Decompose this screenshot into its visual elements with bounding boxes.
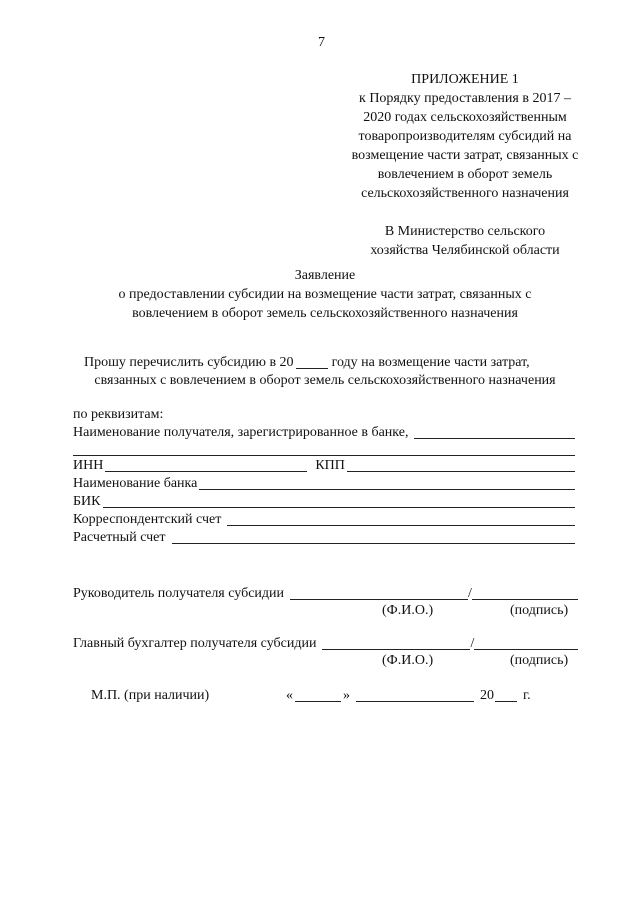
request-text-part2: году на возмещение части затрат, xyxy=(331,355,530,370)
corr-account-row xyxy=(73,511,575,529)
inn-field[interactable] xyxy=(105,471,307,472)
addressee-line: В Министерство сельского xyxy=(384,224,546,239)
slash-separator: / xyxy=(468,586,472,601)
bik-row xyxy=(73,493,575,511)
year-suffix: г. xyxy=(523,688,531,703)
year-prefix: 20 xyxy=(480,688,494,703)
year-blank[interactable] xyxy=(296,368,328,369)
accountant-signature-row xyxy=(73,635,578,653)
request-line xyxy=(84,354,530,372)
head-fio-field[interactable] xyxy=(290,599,468,600)
appendix-line: к Порядку предоставления в 2017 – xyxy=(359,91,571,106)
head-fio-caption: (Ф.И.О.) xyxy=(382,603,434,618)
bank-name-label: Наименование банка xyxy=(73,476,198,491)
settlement-account-field[interactable] xyxy=(172,543,575,544)
bik-label: БИК xyxy=(73,494,101,509)
kpp-field[interactable] xyxy=(347,471,575,472)
bik-field[interactable] xyxy=(103,507,576,508)
corr-account-field[interactable] xyxy=(227,525,575,526)
request-text-part1: Прошу перечислить субсидию в 20 xyxy=(84,355,294,370)
accountant-fio-caption: (Ф.И.О.) xyxy=(382,653,434,668)
quote-close: » xyxy=(343,688,350,703)
page-number: 7 xyxy=(318,35,325,50)
day-field[interactable] xyxy=(295,701,341,702)
head-signature-row xyxy=(73,585,578,603)
details-intro: по реквизитам: xyxy=(73,407,164,422)
quote-open: « xyxy=(286,688,293,703)
year-field[interactable] xyxy=(495,701,517,702)
accountant-fio-field[interactable] xyxy=(322,649,470,650)
appendix-line: 2020 годах сельскохозяйственным xyxy=(363,110,567,125)
statement-title: Заявление xyxy=(294,268,356,283)
recipient-name-row xyxy=(73,424,575,442)
appendix-line: возмещение части затрат, связанных с xyxy=(351,148,579,163)
recipient-name-field[interactable] xyxy=(414,438,575,439)
month-field[interactable] xyxy=(356,701,474,702)
settlement-account-label: Расчетный счет xyxy=(73,530,166,545)
appendix-line: товаропроизводителям субсидий на xyxy=(358,129,572,144)
kpp-label: КПП xyxy=(315,458,345,473)
statement-line: о предоставлении субсидии на возмещение части затрат, связанных с xyxy=(118,287,532,302)
accountant-signature-field[interactable] xyxy=(474,649,578,650)
appendix-line: вовлечением в оборот земель xyxy=(377,167,553,182)
corr-account-label: Корреспондентский счет xyxy=(73,512,222,527)
bank-name-field[interactable] xyxy=(199,489,575,490)
settlement-account-row xyxy=(73,529,575,547)
recipient-name-label: Наименование получателя, зарегистрированное в банке, xyxy=(73,425,409,440)
stamp-label: М.П. (при наличии) xyxy=(91,688,210,703)
head-signature-field[interactable] xyxy=(472,599,578,600)
appendix-title: ПРИЛОЖЕНИЕ 1 xyxy=(411,72,519,87)
slash-separator: / xyxy=(470,636,475,651)
inn-label: ИНН xyxy=(73,458,104,473)
appendix-line: сельскохозяйственного назначения xyxy=(361,186,569,201)
date-row xyxy=(286,687,531,705)
statement-line: вовлечением в оборот земель сельскохозяйственного назначения xyxy=(132,306,518,321)
accountant-signature-caption: (подпись) xyxy=(510,653,569,668)
addressee-line: хозяйства Челябинской области xyxy=(370,243,560,258)
inn-kpp-row xyxy=(73,457,575,475)
head-signature-caption: (подпись) xyxy=(510,603,569,618)
request-line-2: связанных с вовлечением в оборот земель сельскохозяйственного назначения xyxy=(94,373,556,388)
bank-name-row xyxy=(73,475,575,493)
recipient-name-field-line2[interactable] xyxy=(73,455,575,456)
accountant-label: Главный бухгалтер получателя субсидии xyxy=(73,636,317,651)
head-label: Руководитель получателя субсидии xyxy=(73,586,285,601)
